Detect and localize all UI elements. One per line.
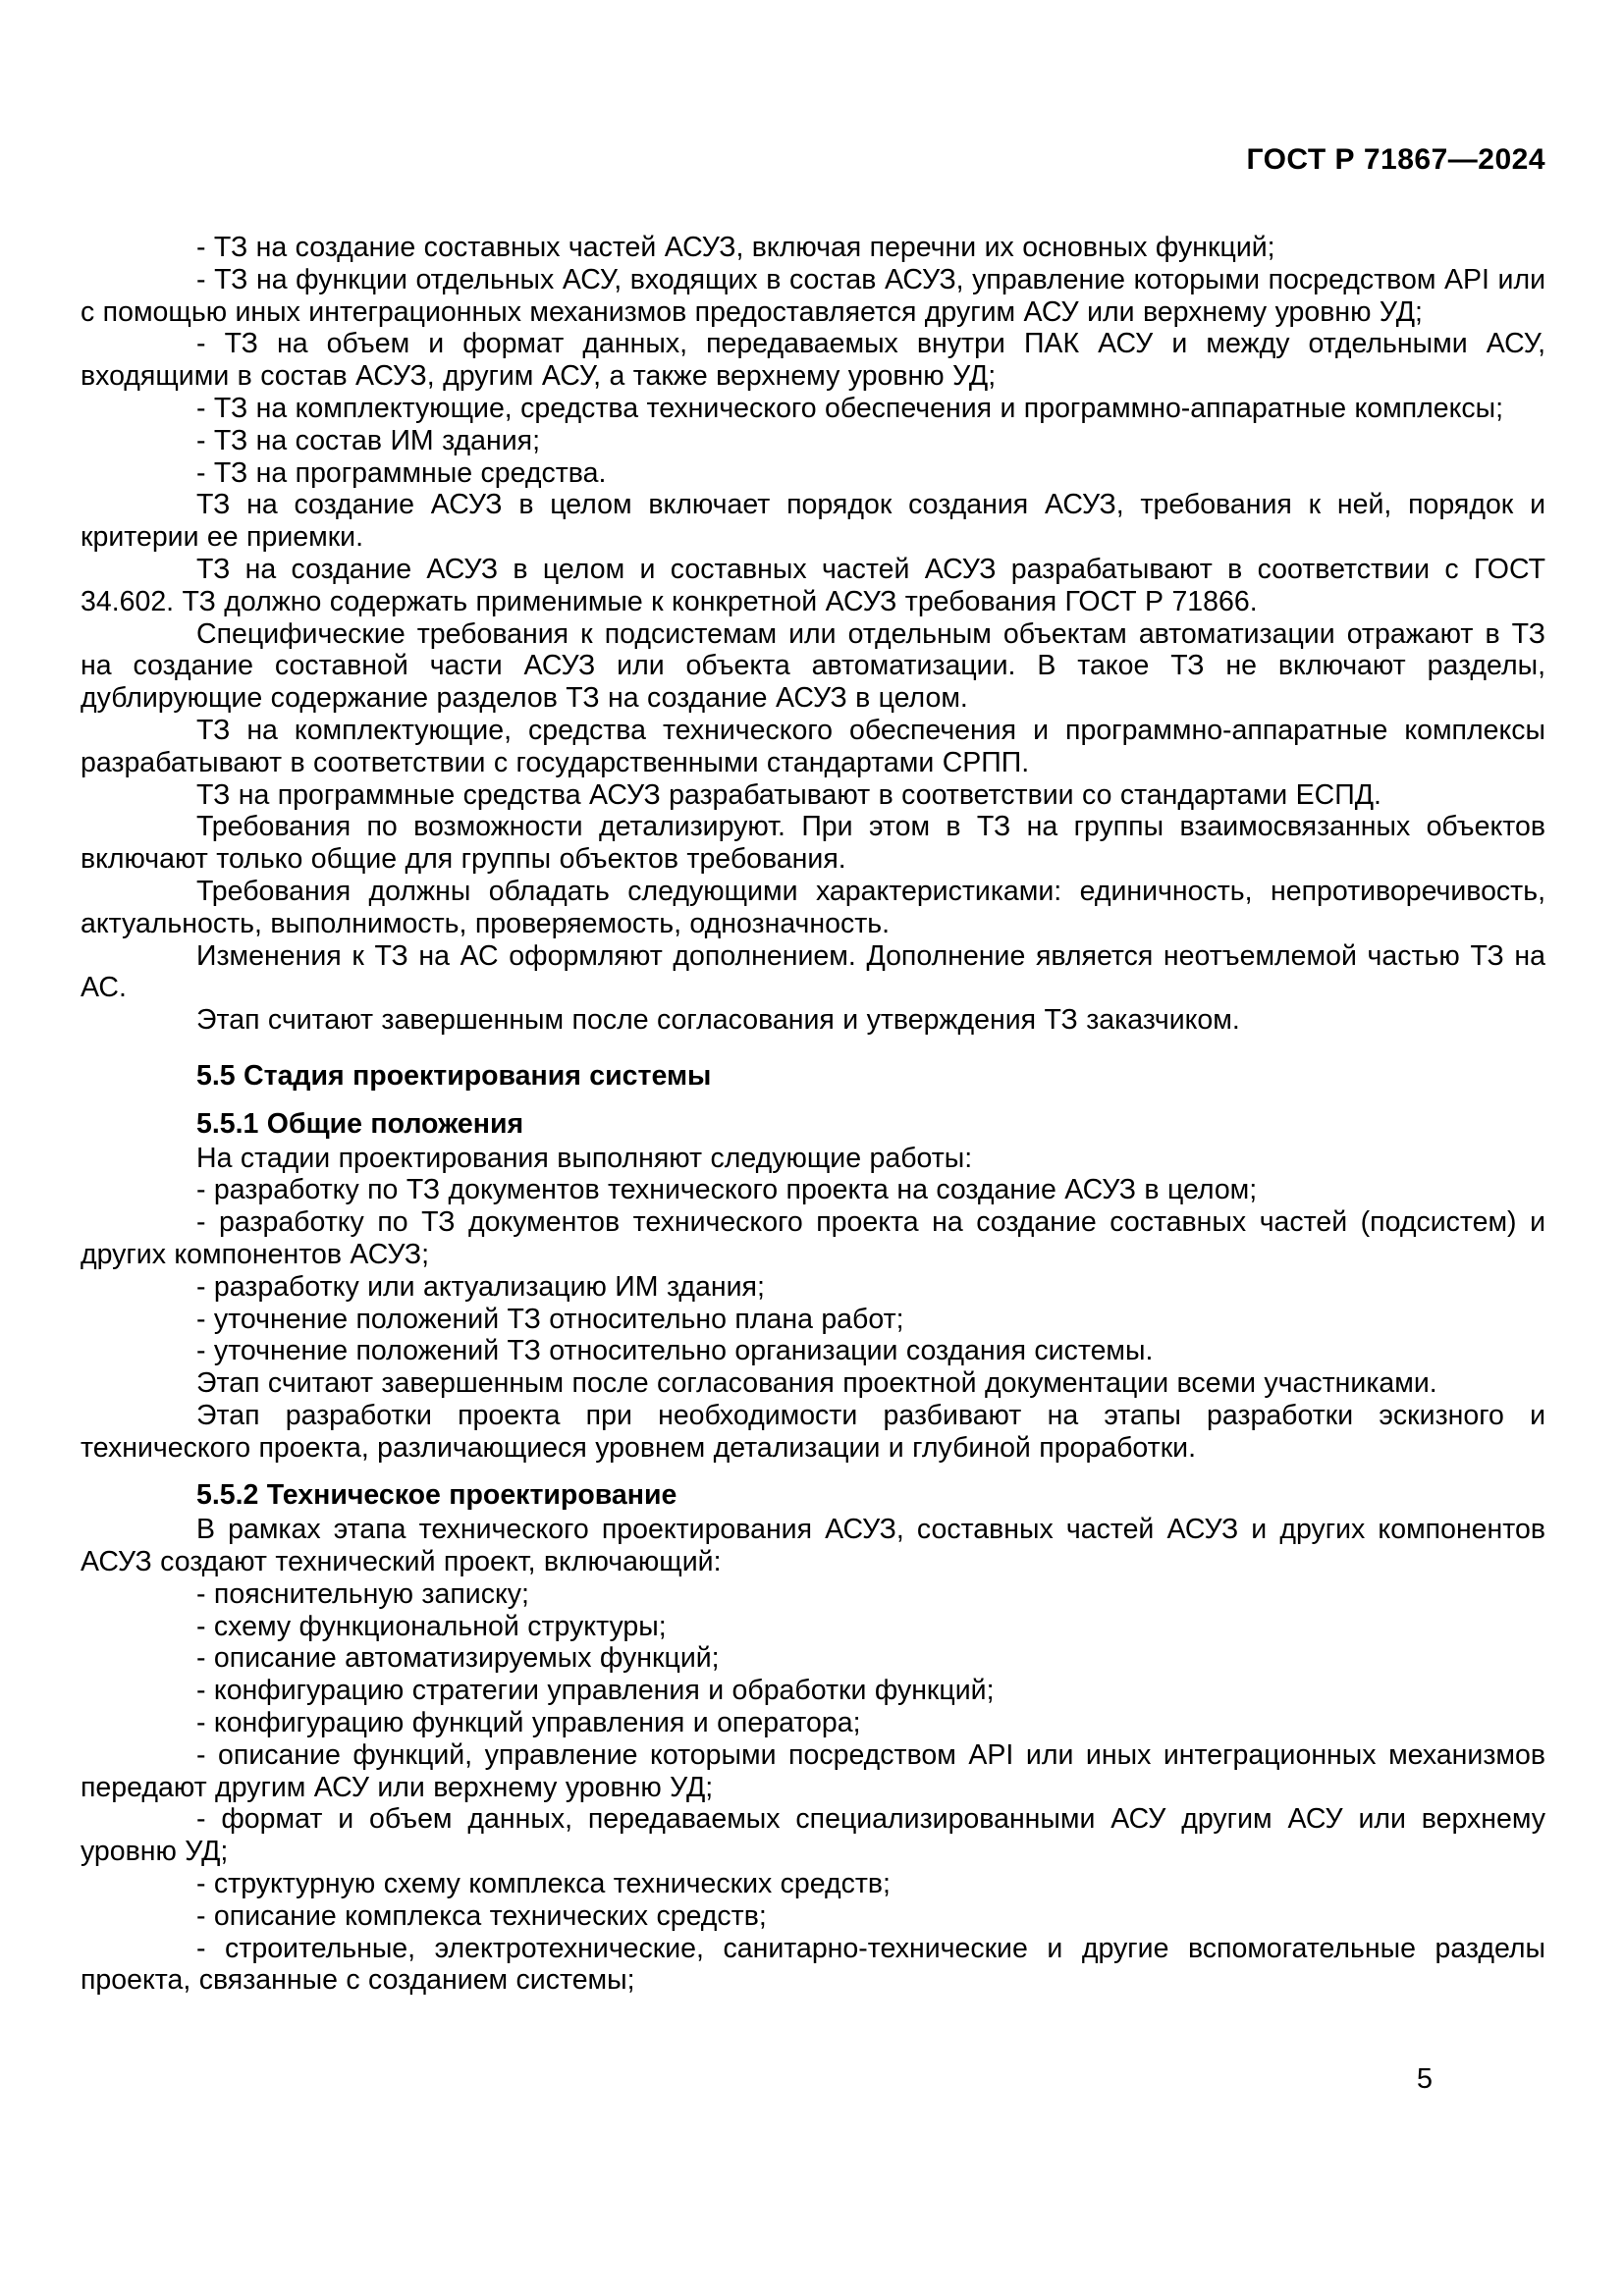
paragraph: Требования по возможности детализируют. При этом в ТЗ на группы взаимосвязанных объектов включают только общие для группы объектов требования. [81,811,1545,876]
paragraph: В рамках этапа технического проектирования АСУЗ, составных частей АСУЗ и других компонентов АСУЗ создают технический проект, включающий: [81,1514,1545,1578]
page-footer [1417,2063,1433,2096]
list-item: - ТЗ на состав ИМ здания; [196,424,541,456]
subsection-heading: 5.5.1 Общие положения [196,1107,524,1140]
list-item: - разработку или актуализацию ИМ здания; [196,1270,765,1303]
list-item: - ТЗ на программные средства. [196,456,607,489]
list-item: - уточнение положений ТЗ относительно плана работ; [196,1303,904,1335]
list-item: - конфигурацию функций управления и оператора; [196,1707,861,1739]
paragraph: Требования должны обладать следующими характеристиками: единичность, непротиворечивость, актуальность, выполнимость, проверяемость, однозначность. [81,875,1545,939]
paragraph: ТЗ на создание АСУЗ в целом и составных частей АСУЗ разрабатывают в соответствии с ГОСТ 34.602. ТЗ должно содержать применимые к конкретной АСУЗ требования ГОСТ Р 71866. [81,553,1545,617]
list-item: - разработку по ТЗ документов технического проекта на создание АСУЗ в целом; [196,1174,1258,1206]
subsection-heading: 5.5.2 Техническое проектирование [196,1479,677,1512]
paragraph: Специфические требования к подсистемам или отдельным объектам автоматизации отражают в ТЗ на создание составной части АСУЗ или объекта автоматизации. В такое ТЗ не включают разделы, дублирующие содержание разделов ТЗ на создание АСУЗ в целом. [81,617,1545,715]
list-item: - ТЗ на объем и формат данных, передаваемых внутри ПАК АСУ и между отдельными АСУ, входящими в состав АСУЗ, другим АСУ, а также верхнему уровню УД; [81,328,1545,393]
paragraph: ТЗ на создание АСУЗ в целом включает порядок создания АСУЗ, требования к ней, порядок и критерии ее приемки. [81,489,1545,554]
list-item: - описание автоматизируемых функций; [196,1642,720,1675]
list-item: - пояснительную записку; [196,1577,529,1610]
list-item: - формат и объем данных, передаваемых специализированными АСУ другим АСУ или верхнему уровню УД; [81,1803,1545,1868]
paragraph: Этап разработки проекта при необходимости разбивают на этапы разработки эскизного и технического проекта, различающиеся уровнем детализации и глубиной проработки. [81,1399,1545,1464]
page-number: 5 [1416,2063,1433,2095]
list-item: - описание функций, управление которыми посредством API или иных интеграционных механизмов передают другим АСУ или верхнему уровню УД; [81,1738,1545,1803]
list-item: - ТЗ на создание составных частей АСУЗ, включая перечни их основных функций; [196,232,1275,263]
list-item: - ТЗ на комплектующие, средства технического обеспечения и программно-аппаратные комплексы; [196,392,1504,424]
paragraph: Этап считают завершенным после согласования проектной документации всеми участниками. [196,1367,1437,1400]
list-item: - строительные, электротехнические, санитарно-технические и другие вспомогательные разделы проекта, связанные с созданием системы; [81,1932,1545,1997]
list-item: - уточнение положений ТЗ относительно организации создания системы. [196,1335,1154,1367]
list-item: - конфигурацию стратегии управления и обработки функций; [196,1675,995,1707]
section-heading: 5.5 Стадия проектирования системы [196,1059,712,1092]
list-item: - описание комплекса технических средств; [196,1899,767,1932]
paragraph: ТЗ на программные средства АСУЗ разрабатывают в соответствии со стандартами ЕСПД. [196,778,1381,811]
paragraph: Изменения к ТЗ на АС оформляют дополнением. Дополнение является неотъемлемой частью ТЗ на АС. [81,939,1545,1004]
page-header [81,143,1545,177]
document-code: ГОСТ Р 71867—2024 [1246,143,1545,176]
paragraph: Этап считают завершенным после согласования и утверждения ТЗ заказчиком. [196,1004,1240,1037]
list-item: - разработку по ТЗ документов технического проекта на создание составных частей (подсистем) и других компонентов АСУЗ; [81,1206,1545,1270]
list-item: - структурную схему комплекса технических средств; [196,1868,891,1900]
list-item: - схему функциональной структуры; [196,1610,667,1642]
paragraph: На стадии проектирования выполняют следующие работы: [196,1142,973,1174]
document-body [81,232,1545,1997]
list-item: - ТЗ на функции отдельных АСУ, входящих в состав АСУЗ, управление которыми посредством API или с помощью иных интеграционных механизмов предоставляется другим АСУ или верхнему уровню УД; [81,263,1545,328]
paragraph: ТЗ на комплектующие, средства технического обеспечения и программно-аппаратные комплексы разрабатывают в соответствии с государственными стандартами СРПП. [81,714,1545,778]
